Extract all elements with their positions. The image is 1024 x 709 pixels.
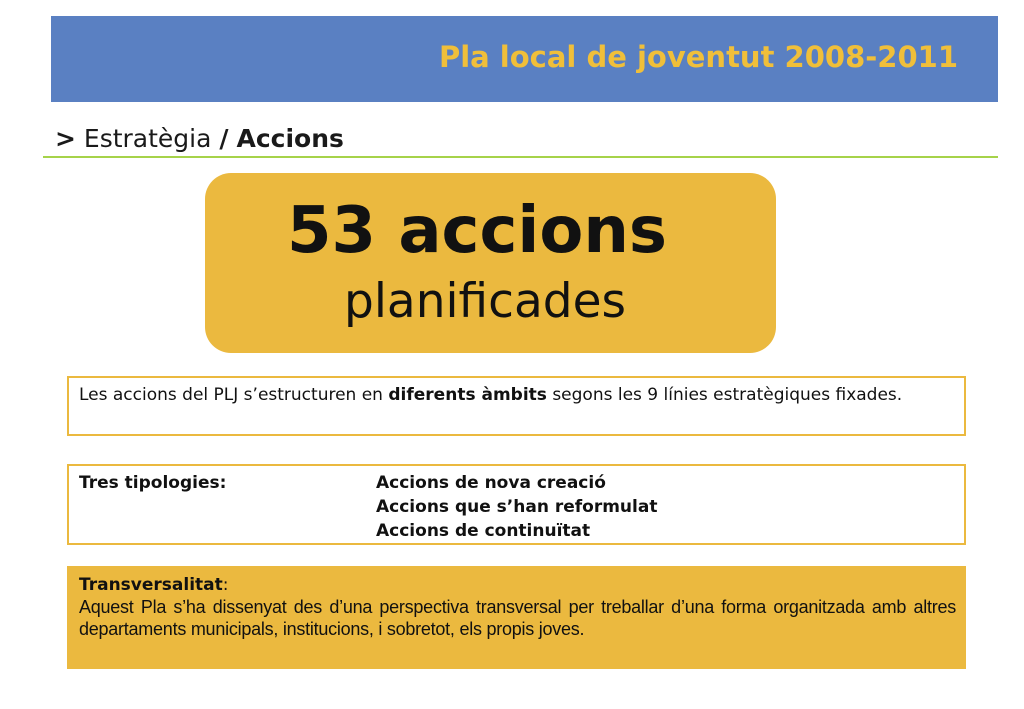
typologies-box <box>67 464 966 545</box>
header-divider <box>43 156 998 158</box>
breadcrumb-marker: > <box>55 124 76 153</box>
structure-note-text-end: segons les 9 línies estratègiques fixades. <box>552 385 903 405</box>
header-banner <box>51 16 998 102</box>
actions-subtitle: planificades <box>344 274 627 329</box>
typologies-label: Tres tipologies: <box>79 473 227 493</box>
structure-note-emphasis: diferents àmbits <box>388 385 547 405</box>
list-item: Accions de nova creació <box>376 473 606 493</box>
transversality-heading <box>79 574 956 596</box>
transversality-heading-colon: : <box>222 575 229 595</box>
breadcrumb-current: Accions <box>236 124 344 153</box>
breadcrumb <box>55 124 344 153</box>
transversality-box <box>67 566 966 669</box>
list-item: Accions de continuïtat <box>376 521 591 541</box>
breadcrumb-separator: / <box>219 124 229 153</box>
actions-count: 53 accions <box>287 194 667 268</box>
breadcrumb-section: Estratègia <box>83 124 212 153</box>
transversality-heading-text: Transversalitat <box>79 575 223 595</box>
transversality-body: Aquest Pla s’ha dissenyat des d’una perspectiva transversal per treballar d’una forma organitzada amb altres departaments municipals, institucions, i sobretot, els propis joves. <box>79 597 956 639</box>
typologies-list <box>376 471 657 543</box>
actions-highlight-panel <box>205 173 776 353</box>
structure-note-box <box>67 376 966 436</box>
list-item: Accions que s’han reformulat <box>376 497 658 517</box>
structure-note-text: Les accions del PLJ s’estructuren en <box>79 385 383 405</box>
page-title: Pla local de joventut 2008-2011 <box>438 40 958 74</box>
